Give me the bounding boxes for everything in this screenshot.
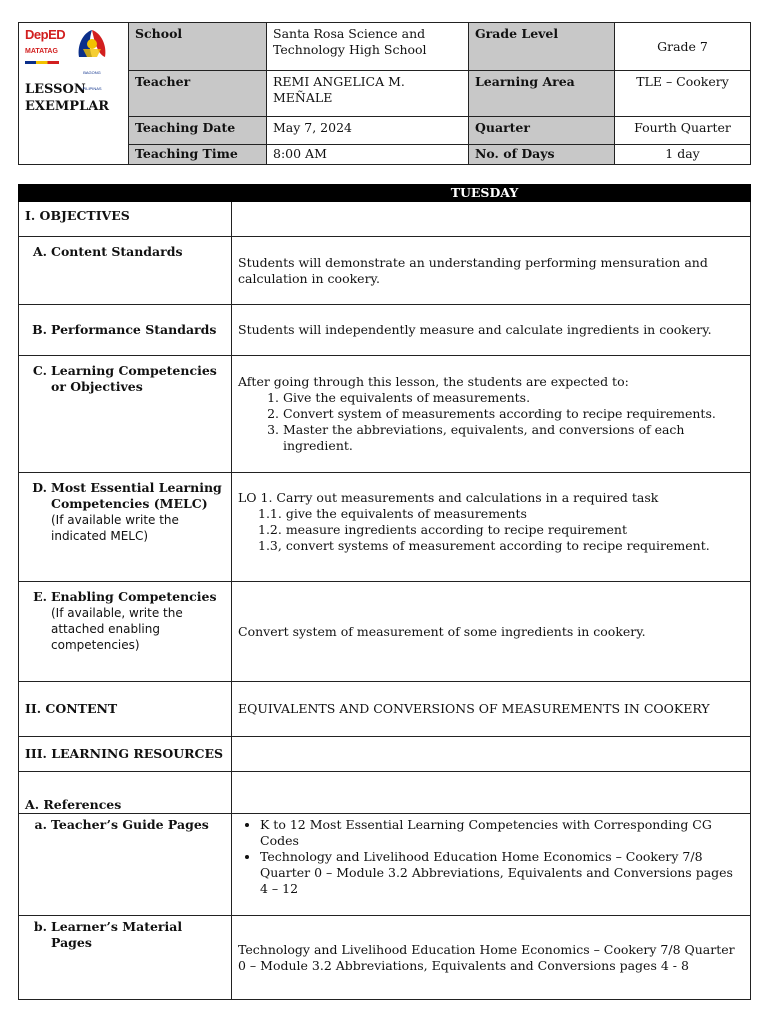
logos <box>25 27 122 91</box>
teacher-value: REMI ANGELICA M. MEÑALE <box>267 71 469 117</box>
teaching-date-label: Teaching Date <box>129 117 267 145</box>
lesson-exemplar-title: LESSON EXEMPLAR <box>25 82 110 114</box>
no-of-days-value: 1 day <box>615 145 751 165</box>
list-item: 1.3, convert systems of measurement according to recipe requirement. <box>258 538 710 553</box>
list-item: 1.2. measure ingredients according to recipe requirement <box>258 522 627 537</box>
objectives-blank <box>232 202 751 237</box>
learning-resources-blank <box>232 737 751 772</box>
performance-standards-label: B. Performance Standards <box>19 305 232 356</box>
grade-level-label: Grade Level <box>469 23 615 71</box>
learning-competencies-content <box>232 356 751 473</box>
learning-area-value: TLE – Cookery <box>615 71 751 117</box>
enabling-note: (If available, write the attached enabling competencies) <box>51 606 183 652</box>
grade-level-value: Grade 7 <box>615 23 751 71</box>
quarter-label: Quarter <box>469 117 615 145</box>
learning-competencies-intro: After going through this lesson, the students are expected to: <box>238 374 629 389</box>
school-label: School <box>129 23 267 71</box>
melc-lo: LO 1. Carry out measurements and calculations in a required task <box>238 490 659 505</box>
references-heading: A. References <box>19 772 232 814</box>
no-of-days-label: No. of Days <box>469 145 615 165</box>
quarter-value: Fourth Quarter <box>615 117 751 145</box>
content-text: EQUIVALENTS AND CONVERSIONS OF MEASUREMENTS IN COOKERY <box>232 682 751 737</box>
list-item: 3. Master the abbreviations, equivalents, and conversions of each ingredient. <box>283 422 744 454</box>
teachers-guide-list <box>238 817 744 897</box>
list-item: 1.1. give the equivalents of measurements <box>258 506 527 521</box>
content-standards-text: Students will demonstrate an understanding performing mensuration and calculation in cookery. <box>232 237 751 305</box>
list-item: • K to 12 Most Essential Learning Competencies with Corresponding CG Codes <box>260 817 744 849</box>
learning-area-label: Learning Area <box>469 71 615 117</box>
objectives-heading: I. OBJECTIVES <box>19 202 232 237</box>
teaching-time-value: 8:00 AM <box>267 145 469 165</box>
teaching-date-value: May 7, 2024 <box>267 117 469 145</box>
teacher-label: Teacher <box>129 71 267 117</box>
melc-note: (If available write the indicated MELC) <box>51 513 179 543</box>
seal-tagline: BAGONG PILIPINAS <box>82 70 102 91</box>
performance-standards-text: Students will independently measure and calculate ingredients in cookery. <box>232 305 751 356</box>
logo-title-cell <box>19 23 129 165</box>
learners-material-text: Technology and Livelihood Education Home Economics – Cookery 7/8 Quarter 0 – Module 3.2 Abbreviations, Equivalents and Conversions pages 4 - 8 <box>232 916 751 1000</box>
content-standards-label: A. Content Standards <box>19 237 232 305</box>
teaching-time-label: Teaching Time <box>129 145 267 165</box>
teachers-guide-label: a. Teacher’s Guide Pages <box>19 814 232 916</box>
lesson-plan-table <box>18 184 751 1000</box>
lesson-header-table <box>18 22 751 165</box>
content-heading: II. CONTENT <box>19 682 232 737</box>
enabling-competencies-label: E. Enabling Competencies (If available, write the attached enabling competencies) <box>19 582 232 682</box>
learning-resources-heading: III. LEARNING RESOURCES <box>19 737 232 772</box>
deped-matatag-logo: DepED MATATAG <box>25 27 69 67</box>
objectives-list <box>238 390 744 454</box>
list-item: • Technology and Livelihood Education Home Economics – Cookery 7/8 Quarter 0 – Module 3.2 Abbreviations, Equivalents and Conversions pages 4 – 12 <box>260 849 744 897</box>
list-item: 2. Convert system of measurements according to recipe requirements. <box>283 406 744 422</box>
bagong-pilipinas-seal-icon <box>75 27 109 91</box>
teachers-guide-content <box>232 814 751 916</box>
school-value: Santa Rosa Science and Technology High School <box>267 23 469 71</box>
learners-material-label: b. Learner’s Material Pages <box>19 916 232 1000</box>
list-item: 1. Give the equivalents of measurements. <box>283 390 744 406</box>
enabling-competencies-text: Convert system of measurement of some ingredients in cookery. <box>232 582 751 682</box>
learning-competencies-label: C. Learning Competencies or Objectives <box>19 356 232 473</box>
melc-label: D. Most Essential Learning Competencies (MELC) (If available write the indicated MELC) <box>19 473 232 582</box>
references-blank <box>232 772 751 814</box>
day-banner: TUESDAY <box>19 185 751 202</box>
melc-content <box>232 473 751 582</box>
